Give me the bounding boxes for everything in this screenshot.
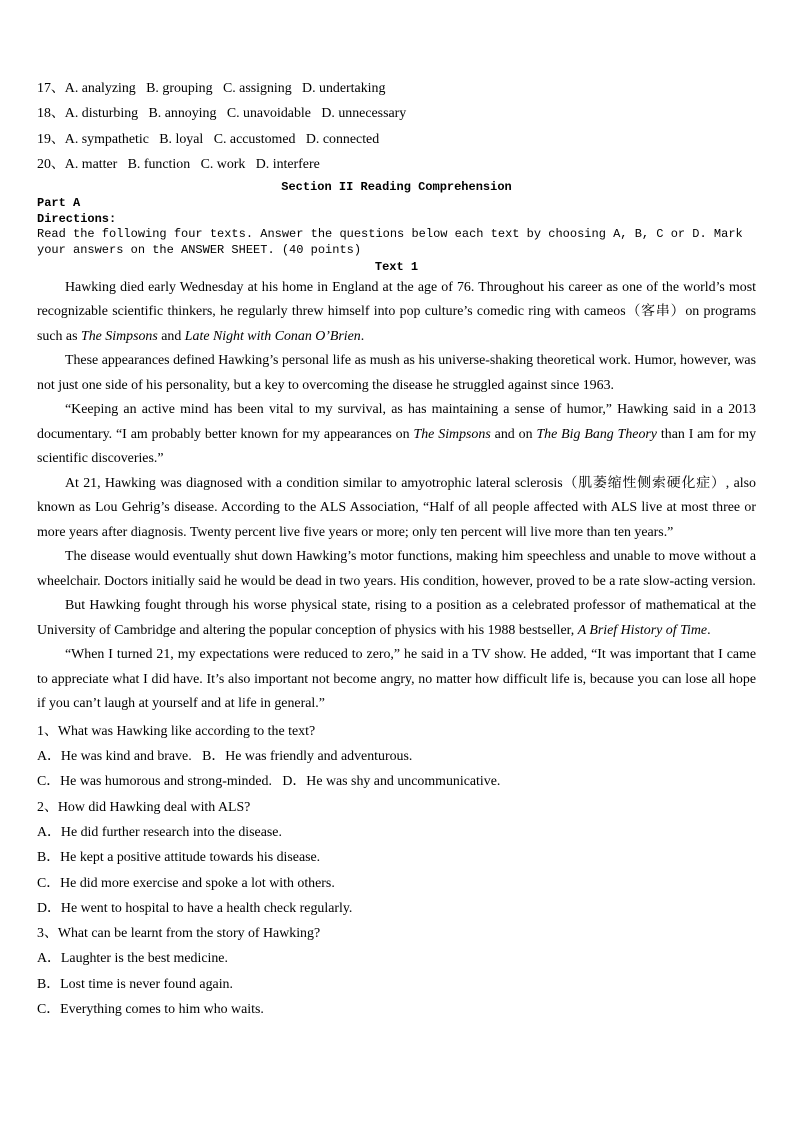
question-1: 1、What was Hawking like according to the text? — [37, 723, 316, 739]
italic-work-title: The Simpsons — [413, 426, 491, 442]
paragraph-text: “When I turned 21, my expectations were reduced to zero,” he said in a TV show. He added, “It was important that I came to appreciate what I did have. It’s also important not become angry, no matter how difficult life is, because you can lose all hope if you can’t laugh at yourself and at life in general.” — [37, 647, 756, 712]
question-3-option-c: C．Everything comes to him who waits. — [37, 1002, 264, 1018]
question-2: 2、How did Hawking deal with ALS? — [37, 799, 251, 815]
reading-passage — [37, 276, 756, 717]
question-2-option-b: B．He kept a positive attitude towards his disease. — [37, 850, 321, 866]
directions-label: Directions: — [37, 212, 117, 227]
paragraph-text: and on — [490, 426, 537, 442]
cloze-line-19: 19、A. sympathetic B. loyal C. accustomed D. connected — [37, 131, 380, 147]
paragraph-text: “Keeping an active mind has been vital to my survival, as has maintaining a sense of humor,” Hawking said in a 2013 documentary. “I am probably better known for my appearances on — [37, 402, 756, 442]
question-3: 3、What can be learnt from the story of Hawking? — [37, 926, 321, 942]
part-label: Part A — [37, 196, 81, 211]
passage-paragraph-5 — [37, 545, 756, 594]
questions-block — [37, 719, 756, 1023]
paragraph-text: . — [360, 328, 365, 344]
cloze-line-20: 20、A. matter B. function C. work D. interfere — [37, 156, 320, 172]
passage-paragraph-3 — [37, 398, 756, 472]
question-3-option-b: B．Lost time is never found again. — [37, 976, 233, 992]
paragraph-text: and — [157, 328, 185, 344]
passage-paragraph-1 — [37, 276, 756, 350]
italic-work-title: A Brief History of Time — [577, 622, 708, 638]
question-1-options-ab: A．He was kind and brave. B．He was friendly and adventurous. — [37, 749, 413, 765]
question-1-options-cd: C．He was humorous and strong-minded. D．He was shy and uncommunicative. — [37, 774, 501, 790]
italic-work-title: The Big Bang Theory — [536, 426, 657, 442]
cloze-options-block — [37, 76, 756, 177]
question-3-option-a: A．Laughter is the best medicine. — [37, 951, 228, 967]
passage-paragraph-6 — [37, 594, 756, 643]
paragraph-text: than I am for my scientific discoveries.” — [37, 426, 757, 467]
italic-work-title: Late Night with Conan O’Brien — [184, 328, 361, 344]
cloze-line-18: 18、A. disturbing B. annoying C. unavoidable D. unnecessary — [37, 106, 407, 122]
directions-text: Read the following four texts. Answer the questions below each text by choosing A, B, C or D. Mark your answers on the ANSWER SHEET. (40 points) — [37, 227, 743, 257]
paragraph-text: The disease would eventually shut down Hawking’s motor functions, making him speechless and unable to move without a wheelchair. Doctors initially said he would be dead in two years. His condition, however, proved to be a rate slow-acting version. — [37, 549, 756, 589]
passage-paragraph-2 — [37, 349, 756, 398]
question-2-option-d: D．He went to hospital to have a health check regularly. — [37, 900, 353, 916]
cloze-line-17: 17、A. analyzing B. grouping C. assigning D. undertaking — [37, 81, 386, 96]
paragraph-text: Hawking died early Wednesday at his home in England at the age of 76. Throughout his career as one of the world’s most recognizable scientific thinkers, he regularly threw himself into pop culture’s comedic ring with cameos（客串）on programs such as — [37, 279, 756, 344]
passage-paragraph-4 — [37, 472, 756, 546]
question-2-option-a: A．He did further research into the disease. — [37, 824, 282, 840]
paragraph-text: . — [707, 622, 711, 638]
italic-work-title: The Simpsons — [80, 328, 158, 344]
question-2-option-c: C．He did more exercise and spoke a lot with others. — [37, 875, 335, 891]
passage-paragraph-7 — [37, 643, 756, 717]
paragraph-text: At 21, Hawking was diagnosed with a condition similar to amyotrophic lateral sclerosis（肌萎缩性侧索硬化症）, also known as Lou Gehrig’s disease. According to the ALS Association, “Half of all people affected with ALS live at most three or more years after diagnosis. Twenty percent live five years or more; only ten percent will live more than ten years.” — [37, 475, 756, 540]
section-heading: Section II Reading Comprehension — [281, 180, 512, 195]
paragraph-text: These appearances defined Hawking’s personal life as mush as his universe-shaking theoretical work. Humor, however, was not just one side of his personality, but a key to overcoming the disease he struggled against since 1963. — [37, 353, 756, 393]
text-heading: Text 1 — [374, 259, 419, 274]
paragraph-text: But Hawking fought through his worse physical state, rising to a position as a celebrated professor of mathematical at the University of Cambridge and altering the popular conception of physics with his 1988 bestseller, — [37, 598, 756, 638]
